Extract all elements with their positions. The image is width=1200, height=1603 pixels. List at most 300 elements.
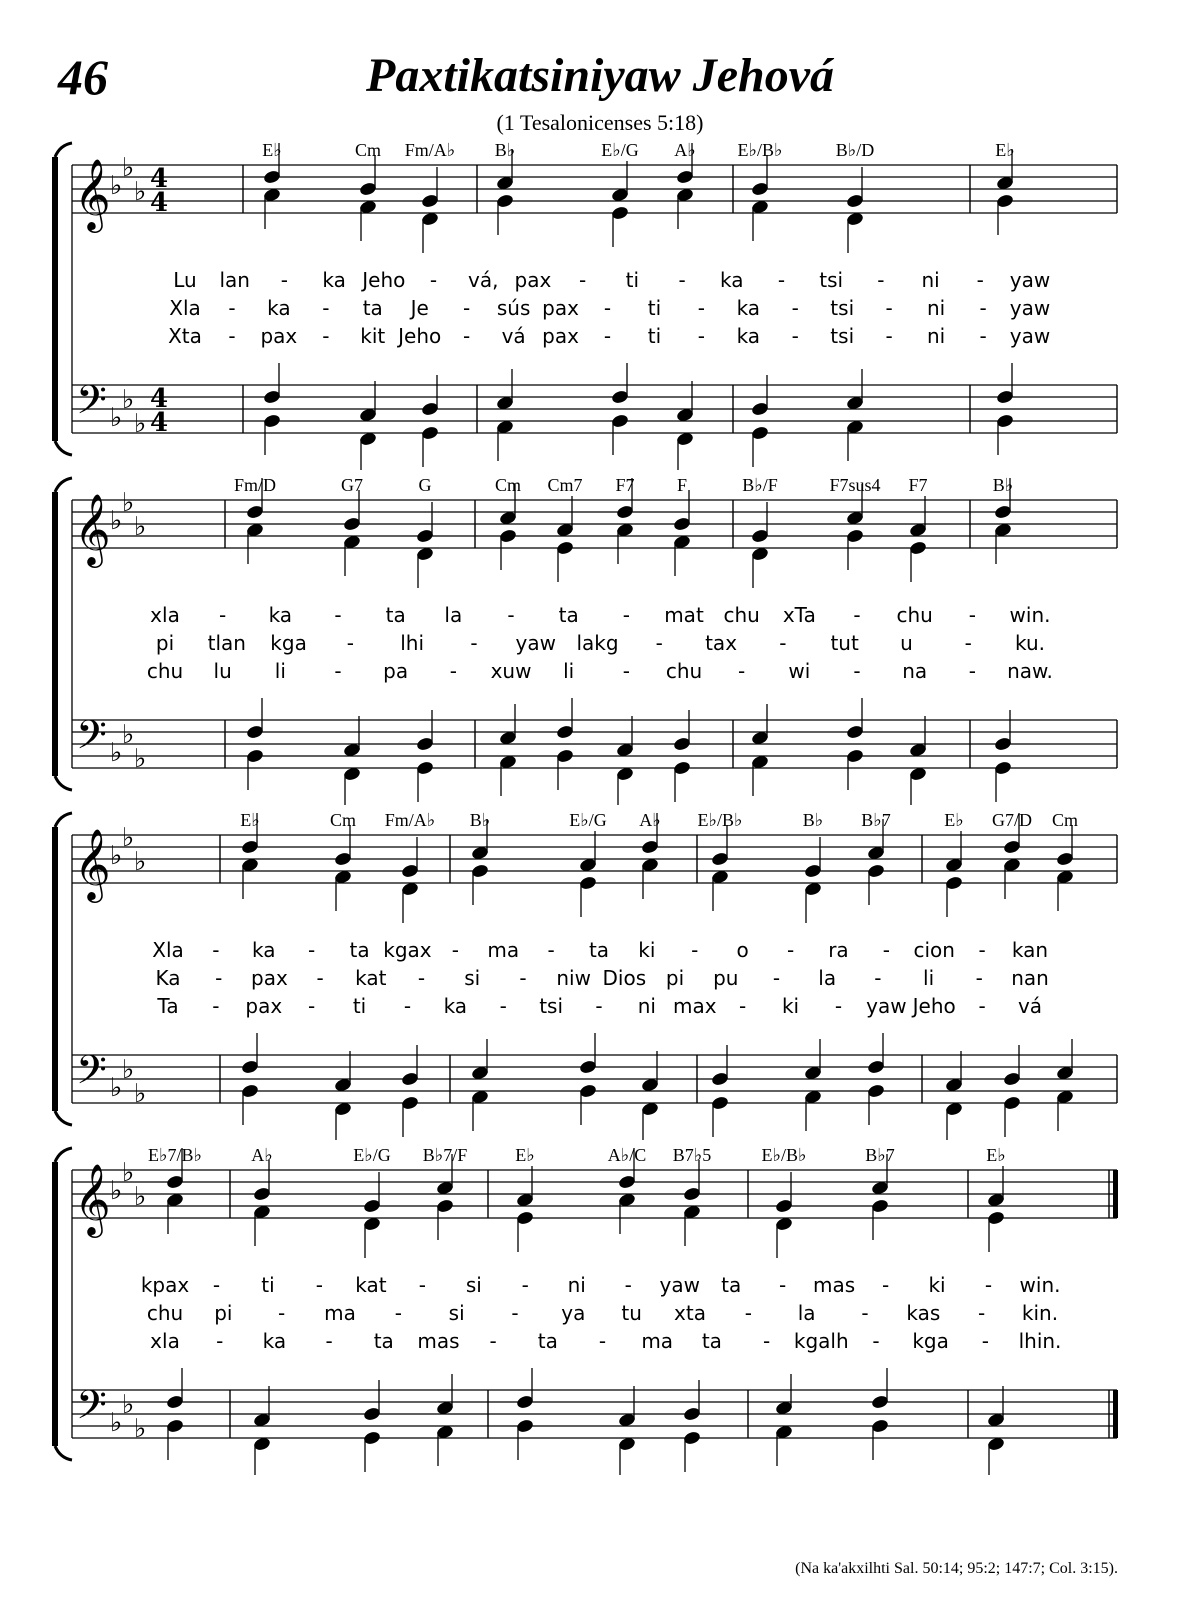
lyric-syllable: max [672,994,717,1018]
lyric-hyphen: - [511,1301,519,1325]
lyric-hyphen: - [429,268,438,292]
lyric-hyphen: - [403,994,412,1018]
lyric-syllable: xla [150,1329,180,1353]
lyric-syllable: yaw [866,994,907,1018]
lyric-syllable: li [563,659,575,683]
lyric-syllable: kat [355,1273,387,1297]
lyric-syllable: niw [556,966,591,990]
lyric-syllable: ta [721,1273,742,1297]
lyric-syllable: kga [270,631,307,655]
lyric-syllable: ta [362,296,383,320]
lyric-syllable: sús [496,296,531,320]
bracket-hook [55,776,72,790]
bracket-hook [55,143,72,157]
lyric-hyphen: - [885,296,893,320]
lyric-syllable: Je [410,296,429,320]
chord-symbol: Cm [354,140,382,160]
chord-symbol: E♭ [986,1145,1006,1165]
lyric-syllable: Xta [168,324,202,348]
chord-symbol: E♭/G [601,140,639,160]
bracket-hook [55,441,72,455]
lyric-hyphen: - [834,994,843,1018]
key-signature-flat: ♭ [134,512,147,542]
lyric-hyphen: - [228,296,236,320]
lyric-hyphen: - [791,296,799,320]
lyric-syllable: lakg [576,631,619,655]
lyric-hyphen: - [881,1273,890,1297]
lyric-syllable: Jeho [398,324,442,348]
lyric-syllable: lhin. [1018,1329,1062,1353]
lyric-syllable: chu [146,659,184,683]
lyric-syllable: si [448,1301,465,1325]
lyric-syllable: kan [1011,938,1049,962]
lyric-hyphen: - [316,966,324,990]
key-signature-flat: ♭ [134,1414,147,1444]
lyric-hyphen: - [322,324,330,348]
lyric-syllable: tax [705,631,738,655]
key-signature-flat: ♭ [110,1073,123,1103]
chord-symbol: E♭7/B♭ [148,1145,202,1165]
chord-symbol: G [418,475,432,495]
lyric-syllable: u [900,631,913,655]
lyric-hyphen: - [449,659,457,683]
lyric-syllable: xTa [782,603,816,627]
time-signature-top: 4 [150,164,169,194]
lyric-syllable: Dios [602,966,647,990]
bracket-hook [55,1111,72,1125]
lyric-hyphen: - [777,268,786,292]
chord-symbol: E♭ [944,810,964,830]
lyric-syllable: xta [674,1301,706,1325]
lyric-syllable: xla [150,603,180,627]
lyric-syllable: chu [723,603,760,627]
chord-symbol: Cm [494,475,522,495]
lyric-syllable: pu [713,966,739,990]
key-signature-flat: ♭ [122,488,135,518]
lyric-syllable: ta [385,603,406,627]
lyric-hyphen: - [463,324,471,348]
lyric-hyphen: - [976,268,984,292]
lyric-hyphen: - [779,631,787,655]
lyric-hyphen: - [622,659,630,683]
lyric-hyphen: - [418,1273,426,1297]
lyric-hyphen: - [489,1329,497,1353]
lyric-syllable: yaw [659,1273,700,1297]
lyric-syllable: kit [360,324,386,348]
lyric-syllable: ti [625,268,640,292]
lyric-hyphen: - [882,938,890,962]
chord-symbol: B♭7/F [422,1145,468,1165]
final-barline-thick [1113,1170,1118,1218]
lyric-syllable: ku. [1015,631,1045,655]
lyric-syllable: ka [736,296,761,320]
key-signature-flat: ♭ [122,1158,135,1188]
lyric-syllable: tsi [830,296,855,320]
lyric-hyphen: - [598,1329,607,1353]
lyric-syllable: Jeho [362,268,406,292]
lyric-hyphen: - [772,966,781,990]
lyric-syllable: pi [214,1301,233,1325]
lyric-syllable: ra [828,938,849,962]
lyric-hyphen: - [579,268,587,292]
key-signature-flat: ♭ [134,847,147,877]
chord-symbol: F7 [615,475,635,495]
lyric-hyphen: - [216,1329,224,1353]
lyric-syllable: ma [324,1301,356,1325]
lyric-syllable: tut [830,631,859,655]
lyric-hyphen: - [655,631,663,655]
lyric-syllable: mas [813,1273,856,1297]
lyric-syllable: pax [251,966,288,990]
lyric-syllable: ka [262,1329,287,1353]
chord-symbol: F [676,475,688,495]
chord-symbol: F7sus4 [829,475,881,495]
music-system [0,1145,1200,1475]
lyric-syllable: ta [588,938,610,962]
lyric-syllable: pax [514,268,552,292]
bass-clef: 𝄢 [76,712,107,768]
lyric-hyphen: - [215,966,223,990]
lyric-syllable: vá [1017,994,1043,1018]
lyric-syllable: ya [561,1301,586,1325]
system-bracket [52,1162,58,1446]
lyric-syllable: pax [542,296,579,320]
lyric-syllable: pax [542,324,579,348]
lyric-syllable: tlan [207,631,246,655]
lyric-syllable: ti [647,296,662,320]
lyric-syllable: kas [906,1301,941,1325]
lyric-syllable: la [818,966,837,990]
scripture-reference: (1 Tesalonicenses 5:18) [496,110,704,135]
chord-symbol: E♭ [262,140,282,160]
chord-symbol: G7/D [992,810,1032,830]
time-signature-top: 4 [150,384,169,414]
lyric-hyphen: - [874,966,882,990]
lyric-syllable: chu [665,659,703,683]
lyric-syllable: tsi [819,268,844,292]
chord-symbol: Fm/A♭ [384,810,436,830]
key-signature-flat: ♭ [110,403,123,433]
lyric-hyphen: - [547,938,555,962]
lyric-syllable: mas [417,1329,460,1353]
lyric-hyphen: - [979,296,987,320]
lyric-syllable: li [923,966,935,990]
lyric-hyphen: - [978,938,986,962]
lyric-syllable: ki [638,938,656,962]
lyric-hyphen: - [280,268,289,292]
key-signature-flat: ♭ [122,1390,135,1420]
lyric-hyphen: - [744,1301,752,1325]
lyric-hyphen: - [334,603,342,627]
chord-symbol: E♭ [515,1145,535,1165]
bracket-hook [55,1446,72,1460]
lyric-hyphen: - [981,1329,989,1353]
lyric-hyphen: - [521,1273,529,1297]
lyric-syllable: win. [1019,1273,1061,1297]
chord-symbol: B♭7 [861,810,891,830]
lyric-syllable: pa [383,659,409,683]
system-bracket [52,492,58,776]
lyric-hyphen: - [463,296,471,320]
lyric-hyphen: - [595,994,603,1018]
lyric-hyphen: - [212,994,220,1018]
lyric-hyphen: - [499,994,507,1018]
treble-clef: 𝄞 [74,827,111,900]
bass-clef: 𝄢 [76,1047,107,1103]
key-signature-flat: ♭ [122,1055,135,1085]
lyric-hyphen: - [678,268,686,292]
key-signature-flat: ♭ [110,1408,123,1438]
lyric-syllable: ni [637,994,656,1018]
music-system [0,810,1200,1140]
lyric-syllable: ti [352,994,367,1018]
lyric-hyphen: - [691,938,699,962]
lyric-hyphen: - [984,1273,993,1297]
lyric-syllable: Lu [173,268,197,292]
lyric-syllable: kgax [383,938,432,962]
lyric-syllable: ni [567,1273,586,1297]
key-signature-flat: ♭ [110,1176,123,1206]
lyric-syllable: o [736,938,749,962]
lyric-syllable: la [797,1301,816,1325]
key-signature-flat: ♭ [122,720,135,750]
key-signature-flat: ♭ [110,171,123,201]
lyric-hyphen: - [212,938,220,962]
chord-symbol: E♭ [995,140,1015,160]
lyric-syllable: kga [912,1329,949,1353]
lyric-hyphen: - [697,324,705,348]
lyric-hyphen: - [786,938,795,962]
lyric-syllable: ki [928,1273,946,1297]
lyric-hyphen: - [968,603,976,627]
bass-clef: 𝄢 [76,1382,107,1438]
chord-symbol: Fm/A♭ [404,140,456,160]
lyric-syllable: ka [322,268,346,292]
lyric-syllable: ta [558,603,579,627]
lyric-syllable: la [444,603,463,627]
lyric-syllable: tsi [830,324,855,348]
lyric-hyphen: - [968,659,976,683]
lyric-syllable: vá [501,324,526,348]
lyric-syllable: pax [245,994,283,1018]
lyric-hyphen: - [853,603,861,627]
final-barline-thick [1113,1390,1118,1438]
key-signature-flat: ♭ [134,744,147,774]
system-bracket [52,827,58,1111]
lyric-hyphen: - [762,1329,771,1353]
chord-symbol: Fm/D [233,475,277,495]
lyric-syllable: nan [1011,966,1049,990]
lyric-hyphen: - [885,324,893,348]
chord-symbol: B♭ [494,140,516,160]
lyric-hyphen: - [603,324,612,348]
chord-symbol: E♭/G [353,1145,391,1165]
lyric-hyphen: - [334,659,342,683]
lyric-syllable: Xla [169,296,201,320]
lyric-syllable: ka [720,268,744,292]
treble-clef: 𝄞 [74,492,111,565]
lyric-syllable: ma [487,938,520,962]
lyric-hyphen: - [212,1273,221,1297]
lyric-syllable: ta [537,1329,558,1353]
chord-symbol: E♭/B♭ [697,810,743,830]
lyric-hyphen: - [738,659,746,683]
lyric-syllable: wi [788,659,811,683]
lyric-hyphen: - [624,1273,632,1297]
lyric-syllable: si [465,1273,482,1297]
key-signature-flat: ♭ [134,1182,147,1212]
key-signature-flat: ♭ [110,506,123,536]
lyric-hyphen: - [346,631,354,655]
chord-symbol: B♭/D [835,140,875,160]
lyric-hyphen: - [975,966,983,990]
key-signature-flat: ♭ [134,1079,147,1109]
lyric-syllable: chu [896,603,933,627]
lyric-hyphen: - [322,296,330,320]
key-signature-flat: ♭ [134,177,147,207]
chord-symbol: F7 [908,475,928,495]
chord-symbol: A♭/C [607,1145,647,1165]
lyric-syllable: ka [268,603,293,627]
chord-symbol: A♭ [674,140,696,160]
lyric-syllable: Ta [157,994,179,1018]
lyric-syllable: ki [781,994,800,1018]
key-signature-flat: ♭ [110,738,123,768]
music-system [0,475,1200,805]
key-signature-flat: ♭ [134,409,147,439]
lyric-hyphen: - [219,603,227,627]
lyric-hyphen: - [325,1329,333,1353]
chord-symbol: E♭/G [569,810,607,830]
cross-references: (Na ka'akxilhti Sal. 50:14; 95:2; 147:7; Col. 3:15). [795,1560,1118,1577]
system-bracket [52,157,58,441]
lyric-syllable: ma [641,1329,674,1353]
lyric-syllable: ti [647,324,662,348]
lyric-hyphen: - [451,938,459,962]
chord-symbol: B♭ [469,810,491,830]
lyric-hyphen: - [978,994,986,1018]
treble-clef: 𝄞 [74,157,111,230]
chord-symbol: B7♭5 [672,1145,712,1165]
lyric-syllable: naw. [1007,659,1053,683]
lyric-hyphen: - [470,631,478,655]
lyric-syllable: Ka [155,966,181,990]
lyric-hyphen: - [979,324,987,348]
chord-symbol: B♭ [992,475,1014,495]
lyric-syllable: li [274,659,286,683]
bracket-hook [55,478,72,492]
lyric-syllable: kin. [1021,1301,1059,1325]
hymn-title: Paxtikatsiniyaw Jehová [366,49,834,102]
key-signature-flat: ♭ [110,841,123,871]
lyric-hyphen: - [228,324,236,348]
lyric-syllable: vá, [468,268,499,292]
bass-clef: 𝄢 [76,377,107,433]
lyric-hyphen: - [872,1329,880,1353]
chord-symbol: Cm [1051,810,1079,830]
lyric-syllable: chu [146,1301,184,1325]
lyric-syllable: lhi [400,631,425,655]
key-signature-flat: ♭ [122,385,135,415]
lyric-syllable: yaw [1009,268,1051,292]
lyric-hyphen: - [315,1273,324,1297]
chord-symbol: Cm [329,810,357,830]
lyric-syllable: cion [913,938,955,962]
lyric-syllable: ka [736,324,761,348]
lyric-syllable: ti [261,1273,275,1297]
lyric-hyphen: - [877,268,885,292]
lyric-syllable: ni [926,296,946,320]
lyric-hyphen: - [791,324,799,348]
lyric-syllable: ka [252,938,276,962]
lyric-hyphen: - [697,296,705,320]
lyric-syllable: Xla [152,938,184,962]
lyric-syllable: ka [267,296,291,320]
time-signature-bottom: 4 [150,408,169,438]
lyric-syllable: tsi [539,994,564,1018]
key-signature-flat: ♭ [122,153,135,183]
lyric-syllable: si [464,966,481,990]
lyric-syllable: ta [349,938,370,962]
chord-symbol: E♭ [240,810,260,830]
lyric-syllable: na [902,659,928,683]
treble-clef: 𝄞 [74,1162,111,1235]
chord-symbol: E♭/B♭ [737,140,783,160]
lyric-hyphen: - [519,966,527,990]
lyric-hyphen: - [978,1301,986,1325]
time-signature-bottom: 4 [150,188,169,218]
lyric-syllable: yaw [1009,296,1051,320]
lyric-syllable: kgalh [793,1329,849,1353]
chord-symbol: B♭ [802,810,824,830]
lyric-syllable: lu [213,659,232,683]
bracket-hook [55,1148,72,1162]
lyric-syllable: kpax [140,1273,190,1297]
lyric-hyphen: - [507,603,515,627]
chord-symbol: A♭ [639,810,661,830]
lyric-syllable: yaw [515,631,556,655]
chord-symbol: Cm7 [547,475,583,495]
lyric-hyphen: - [417,966,426,990]
lyric-hyphen: - [278,1301,286,1325]
lyric-syllable: pax [260,324,298,348]
lyric-syllable: tu [621,1301,642,1325]
lyric-syllable: kat [355,966,387,990]
hymn-number: 46 [58,49,108,105]
key-signature-flat: ♭ [122,823,135,853]
music-system [0,140,1200,470]
chord-symbol: E♭/B♭ [761,1145,807,1165]
lyric-syllable: mat [664,603,704,627]
lyric-syllable: ni [921,268,940,292]
lyric-hyphen: - [853,659,861,683]
lyric-syllable: yaw [1009,324,1051,348]
lyric-syllable: pi [155,631,175,655]
chord-symbol: B♭7 [865,1145,895,1165]
lyric-hyphen: - [779,1273,787,1297]
lyric-hyphen: - [739,994,747,1018]
lyric-hyphen: - [861,1301,869,1325]
lyric-syllable: ni [926,324,946,348]
lyric-hyphen: - [603,296,612,320]
chord-symbol: B♭/F [742,475,778,495]
bracket-hook [55,813,72,827]
lyric-hyphen: - [964,631,972,655]
lyric-hyphen: - [308,994,316,1018]
lyric-syllable: pi [665,966,685,990]
lyric-syllable: ta [701,1329,722,1353]
lyric-hyphen: - [394,1301,402,1325]
